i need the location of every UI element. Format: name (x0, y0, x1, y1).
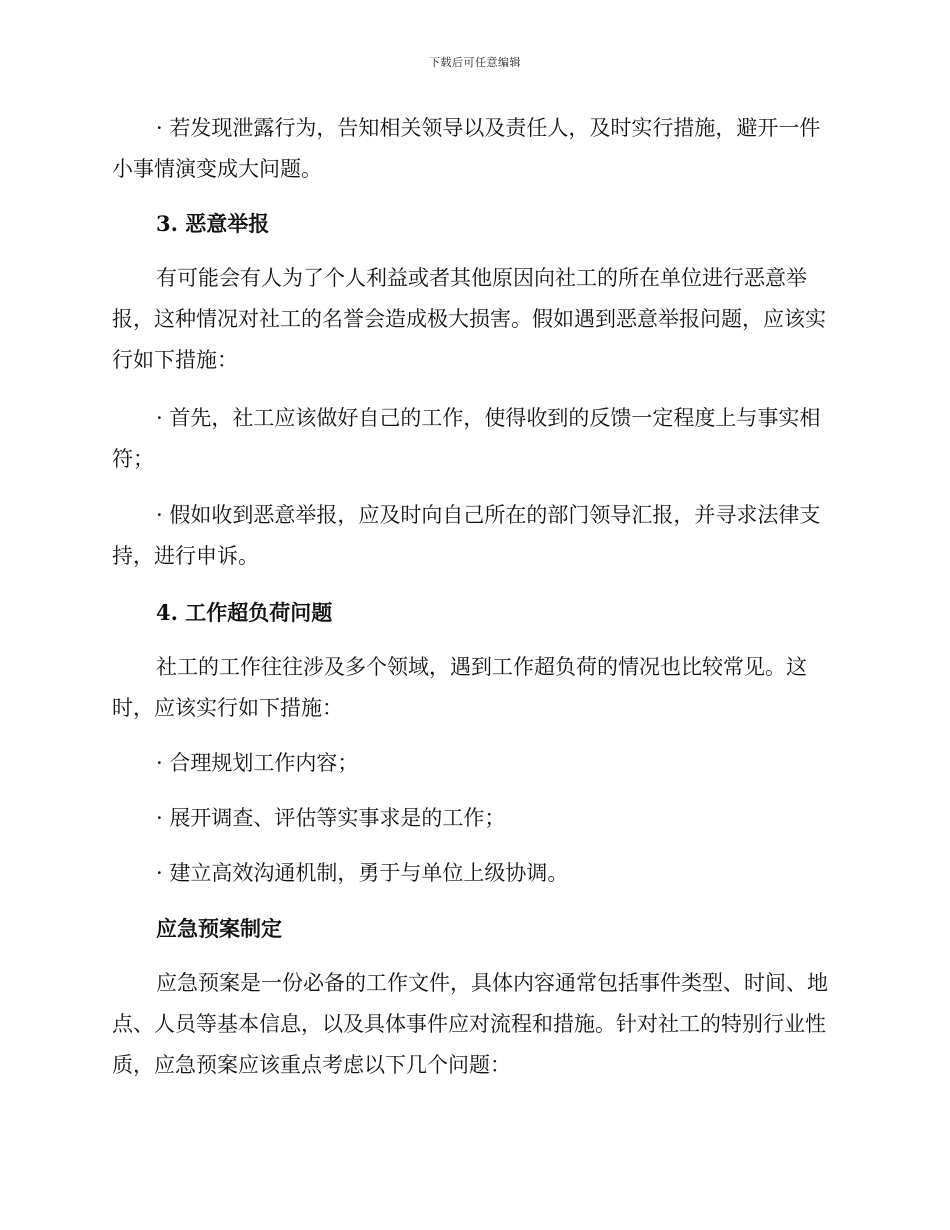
paragraph-malicious-report: 有可能会有人为了个人利益或者其他原因向社工的所在单位进行恶意举报，这种情况对社工的名誉会造成极大损害。假如遇到恶意举报问题，应该实行如下措施： (112, 266, 826, 372)
bullet-paragraph-plan-work: · 合理规划工作内容； (156, 751, 359, 775)
bullet-paragraph-report-to-leader: · 假如收到恶意举报，应及时向自己所在的部门领导汇报，并寻求法律支持，进行申诉。 (112, 503, 821, 568)
bullet-paragraph-communication: · 建立高效沟通机制，勇于与单位上级协调。 (156, 861, 569, 885)
section-heading-overload: 4. 工作超负荷问题 (156, 600, 333, 625)
page-header: 下载后可任意编辑 (429, 56, 521, 69)
bullet-paragraph-investigate: · 展开调查、评估等实事求是的工作； (156, 806, 506, 830)
paragraph-overload: 社工的工作往往涉及多个领域，遇到工作超负荷的情况也比较常见。这时，应该实行如下措施： (112, 655, 807, 720)
section-heading-malicious-report: 3. 恶意举报 (156, 211, 270, 236)
paragraph-emergency-plan: 应急预案是一份必备的工作文件，具体内容通常包括事件类型、时间、地点、人员等基本信息，以及具体事件应对流程和措施。针对社工的特别行业性质，应急预案应该重点考虑以下几个问题： (112, 971, 828, 1077)
bullet-paragraph-leak: · 若发现泄露行为，告知相关领导以及责任人，及时实行措施，避开一件小事情演变成大问题。 (112, 116, 821, 181)
section-heading-emergency-plan: 应急预案制定 (156, 916, 282, 941)
bullet-paragraph-do-work-well: · 首先，社工应该做好自己的工作，使得收到的反馈一定程度上与事实相符； (112, 406, 821, 471)
